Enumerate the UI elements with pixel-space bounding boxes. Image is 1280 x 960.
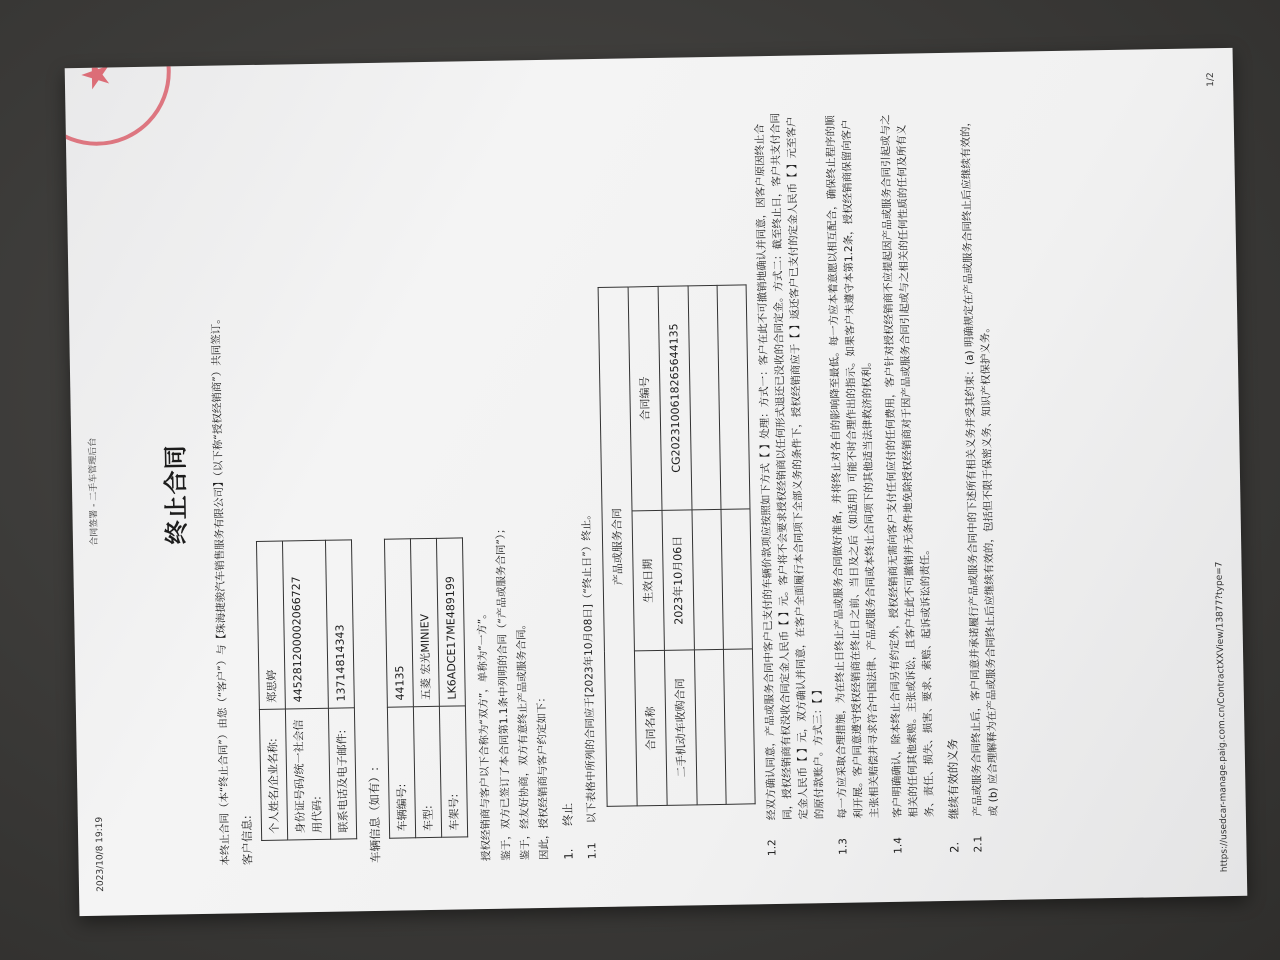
vehicle-info-table — [384, 537, 468, 838]
section-title: 继续有效的义务 — [945, 738, 962, 820]
table-cell-value: 五菱 宏光MINIEV — [411, 538, 440, 706]
intro-paragraph: 本终止合同（本“终止合同”）由您（“客户”）与【珠海捷骏汽车销售服务有限公司】（以下称“授权经销商”）共同签订。 — [210, 313, 232, 866]
clause-text: 客户明确确认，除本终止合同另有约定外，授权经销商无需向客户支付任何应付的任何费用，客户针对授权经销商不应提起因产品或服务合同引起或与之相关的任何其他索赔。主张或诉讼，且客户在此不可撤销并无条件地免除授权经销商对于因产品或服务合同引起或与之相关的任何性质的任何及所有义务、责任、损失、损害、要求、索赔、起诉或诉讼的责任。 — [879, 114, 936, 818]
clause-text: 以下表格中所列的合同应于[2023年10月08日]（“终止日”）终止。 — [580, 509, 599, 824]
clause-text: 产品或服务合同终止后，客户同意并承诺履行产品或服务合同中的下述所有相关义务并受其约束：(a) 明确规定在产品或服务合同终止后应继续有效的，或 (b) 应合理解释为在产品或服务合同终止后应继续有效的，包括但不限于保密义务、知识产权保护义务。 — [959, 115, 1001, 817]
table-cell-value: 郑思婷 — [257, 541, 286, 709]
column-header: 生效日期 — [632, 510, 664, 651]
print-header — [81, 92, 107, 892]
table-cell-value: 13714814343 — [326, 540, 355, 708]
table-caption: 产品或服务合同 — [598, 287, 637, 806]
table-cell: 二手机动车收购合同 — [664, 650, 697, 805]
table-cell-value: 445281200002066727 — [283, 540, 329, 709]
table-cell-label: 个人姓名/企业名称: — [260, 709, 288, 840]
document-sheet — [65, 48, 1248, 916]
clause-1-4 — [877, 109, 939, 854]
table-cell: CG2023100618265644135 — [658, 286, 692, 510]
table-cell-label: 联系电话及电子邮件: — [329, 708, 357, 839]
whereas-clause-1: 鉴于，双方已签订了本合同第1.1条中列明的合同（“产品或服务合同”）； — [494, 523, 513, 861]
clause-number: 2.1 — [972, 835, 985, 853]
table-row — [326, 540, 357, 839]
table-cell-label: 车架号: — [440, 706, 468, 837]
document-body — [126, 108, 1010, 867]
section-title: 终止 — [561, 802, 576, 827]
column-header: 合同编号 — [628, 286, 662, 510]
customer-info-heading: 客户信息: — [240, 815, 256, 866]
clause-text: 每一方应采取合理措施，为在终止日终止产品或服务合同做好准备，并将终止对各自的影响降至最低。每一方应本着意愿以相互配合，确保终止程序的顺利开展。客户同意遵守授权经销商在终止日之前、当日及之后（如适用）可能不时合理作出的指示。如果客户未遵守本第1.2条，授权经销商保留向客户主张相关赔偿并寻求符合中国法律、产品或服务合同或本终止合同项下的其他适当法律救济的权利。 — [824, 115, 882, 819]
column-header: 合同名称 — [634, 651, 667, 806]
document-title: 终止合同 — [161, 444, 192, 545]
table-row — [437, 538, 468, 837]
print-timestamp: 2023/10/8 19:19 — [94, 816, 107, 892]
clause-number: 1.4 — [891, 837, 905, 854]
service-contract-table — [597, 284, 755, 807]
table-row — [283, 540, 331, 840]
table-cell — [717, 285, 750, 509]
clause-1-3 — [822, 110, 884, 855]
section-number: 1. — [561, 848, 577, 860]
therefore-clause: 因此，授权经销商与客户约定如下： — [535, 691, 551, 861]
whereas-clause-2: 鉴于，经友好协商，双方有意终止产品或服务合同。 — [515, 618, 532, 861]
clause-2-1 — [958, 108, 1004, 852]
table-cell — [688, 285, 721, 509]
table-cell — [723, 649, 755, 804]
seal-star-icon: ★ — [73, 57, 119, 93]
vehicle-info-heading: 车辆信息（如有）: — [367, 766, 384, 864]
table-cell: 2023年10月06日 — [662, 510, 694, 651]
table-cell-value: LK6ADCE17ME489199 — [437, 538, 466, 706]
print-system-title: 合同签署 - 二手车管理后台 — [88, 437, 101, 546]
page-number: 1/2 — [1205, 72, 1217, 87]
document-page — [65, 48, 1248, 916]
print-footer — [1205, 72, 1233, 872]
table-cell-label: 车辆编号: — [388, 707, 416, 838]
clause-text: 经双方确认同意，产品或服务合同中客户已支付的车辆价款项应按照如下方式【 】处理：方式一：客户在此不可撤销地确认并同意，因客户原因终止合同，授权经销商有权没收合同定金人民币【 】元。客户将不会要求授权经销商以任何形式退还已没收的合同定金。方式二：截至终止日，客户共支付合同定金人民币【 】元，双方确认并同意，在客户全面履行本合同项下全部义务的条件下，授权经销商应于【 】返还客户已支付的定金人民币【 】元至客户的原付款账户。方式三：【 】 — [753, 112, 827, 821]
table-cell — [692, 509, 723, 650]
clause-number: 1.2 — [765, 839, 779, 857]
parties-definition: 授权经销商与客户以下合称为“双方”，单称为“一方”。 — [476, 608, 493, 862]
table-cell — [721, 509, 752, 650]
customer-info-table — [256, 539, 357, 841]
print-url: https://usedcar-manage.paig.com.cn/ContractXXView/13877?type=7 — [1214, 561, 1230, 873]
section-number: 2. — [947, 841, 962, 853]
table-cell — [694, 650, 726, 805]
table-cell-label: 车型: — [414, 706, 442, 837]
table-cell-value: 44135 — [385, 539, 414, 707]
table-cell-label: 身份证号码/统一社会信用代码: — [286, 708, 331, 840]
clause-number: 1.1 — [586, 842, 599, 860]
clause-number: 1.3 — [836, 837, 850, 855]
clause-1-2 — [751, 111, 829, 856]
